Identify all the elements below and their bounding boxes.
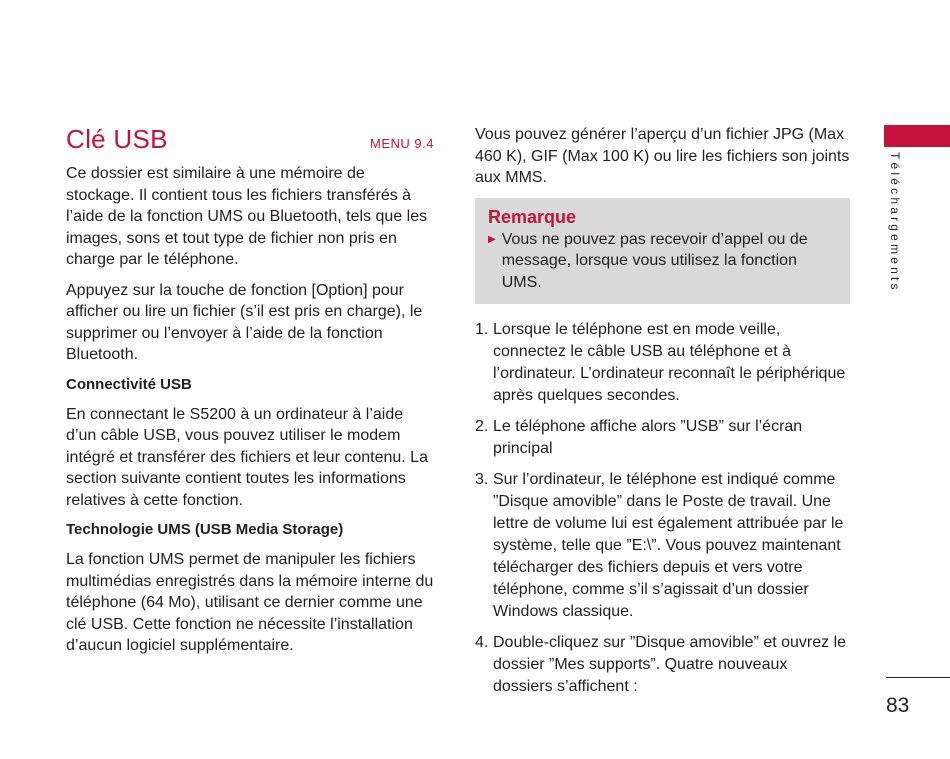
footer-divider [886, 677, 950, 678]
right-column [475, 124, 850, 707]
step-text: Double-cliquez sur ”Disque amovible” et ouvrez le dossier ”Mes supports”. Quatre nouveaux dossiers s’affichent : [493, 634, 847, 695]
section-header [66, 124, 436, 155]
note-box [475, 198, 850, 305]
section-tab-marker [884, 125, 950, 147]
step-text: Le téléphone affiche alors ”USB” sur l’écran principal [493, 418, 803, 457]
connectivity-paragraph: En connectant le S5200 à un ordinateur à l’aide d’un câble USB, vous pouvez utiliser le modem intégré et transférer des fichiers et leur contenu. La section suivante contient toutes les informations relatives à cette fonction. [66, 405, 428, 509]
intro-paragraph: Ce dossier est similaire à une mémoire de stockage. Il contient tous les fichiers transférés à l’aide de la fonction UMS ou Bluetooth, tels que les images, sons et tout type de fichier non pris en charge par le téléphone. [66, 165, 428, 268]
step-number: 1. [475, 321, 489, 338]
connectivity-heading: Connectivité USB [66, 375, 192, 393]
page-title: Clé USB [66, 124, 168, 154]
list-item [475, 319, 850, 407]
section-side-label: Téléchargements [888, 152, 902, 293]
note-body [488, 229, 838, 294]
step-number: 2. [475, 418, 489, 435]
note-text: Vous ne pouvez pas recevoir d’appel ou de message, lorsque vous utilisez la fonction UMS. [501, 230, 808, 291]
list-item [475, 416, 850, 460]
left-column [66, 124, 436, 666]
step-number: 3. [475, 471, 489, 488]
preview-paragraph: Vous pouvez générer l’aperçu d’un fichier JPG (Max 460 K), GIF (Max 100 K) ou lire les fichiers son joints aux MMS. [475, 126, 850, 186]
step-text: Lorsque le téléphone est en mode veille, connectez le câble USB au téléphone et à l’ordinateur. L’ordinateur reconnaît le périphérique après quelques secondes. [493, 321, 846, 404]
note-title: Remarque [488, 206, 577, 227]
option-paragraph: Appuyez sur la touche de fonction [Option] pour afficher ou lire un fichier (s’il est pris en charge), le supprimer ou l’envoyer à l’aide de la fonction Bluetooth. [66, 281, 423, 363]
step-number: 4. [475, 634, 489, 651]
step-text: Sur l’ordinateur, le téléphone est indiqué comme ”Disque amovible” dans le Poste de travail. Une lettre de volume lui est également attribuée par le système, telle que ”E:\”. Vous pouvez maintenant télécharger des fichiers depuis et vers votre téléphone, comme s’il s’agissait d’un dossier Windows classique. [493, 471, 844, 620]
ums-heading: Technologie UMS (USB Media Storage) [66, 521, 344, 538]
list-item [475, 632, 850, 698]
page-number: 83 [886, 694, 910, 717]
ums-paragraph: La fonction UMS permet de manipuler les fichiers multimédias enregistrés dans la mémoire interne du téléphone (64 Mo), utilisant ce dernier comme une clé USB. Cette fonction ne nécessite l’installation d’aucun logiciel supplémentaire. [66, 551, 434, 654]
menu-reference: MENU 9.4 [370, 136, 434, 151]
triangle-bullet-icon: ▶ [488, 233, 496, 245]
list-item [475, 469, 850, 623]
steps-list [475, 319, 850, 698]
